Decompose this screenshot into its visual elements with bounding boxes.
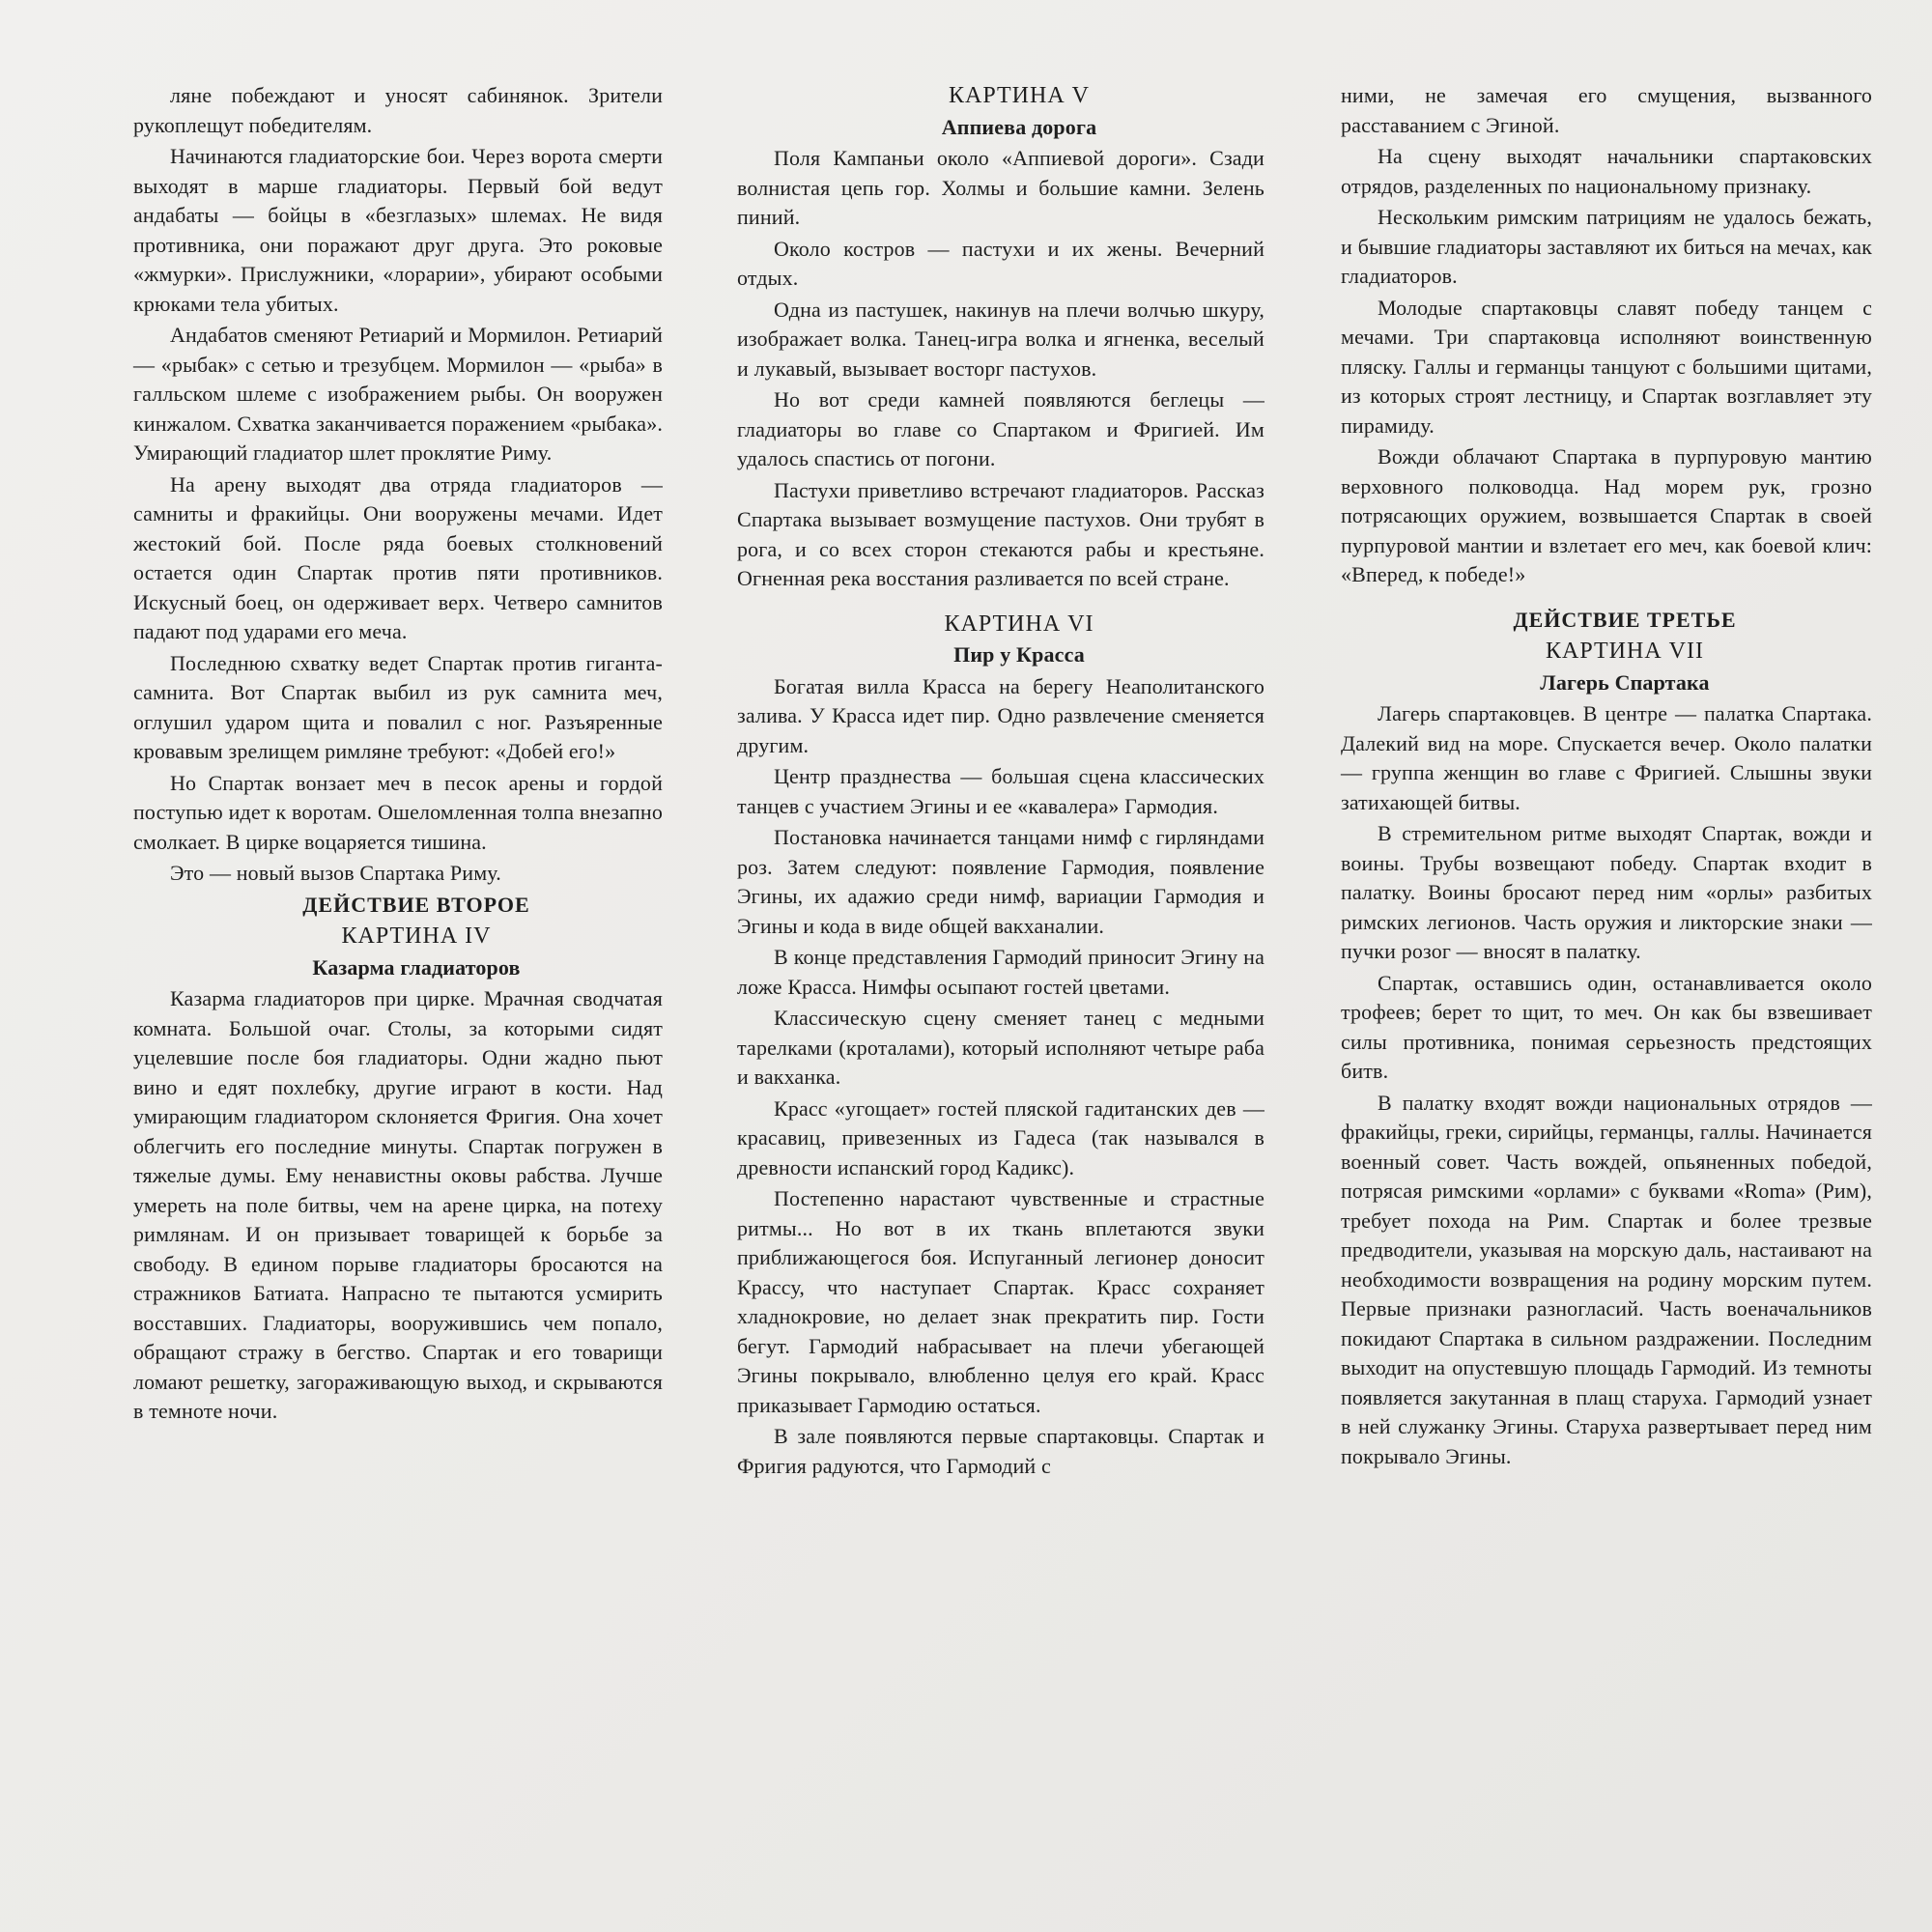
paragraph: Классическую сцену сменяет танец с медными тарелками (кроталами), который исполняют четыре раба и вакханка. bbox=[737, 1006, 1264, 1089]
paragraph: На арену выходят два отряда гладиаторов — самниты и фракийцы. Они вооружены мечами. Идет жестокий бой. После ряда боевых столкновений остается один Спартак против пяти противников. Искусный боец, он одерживает верх. Четверо самнитов падают под ударами его меча. bbox=[133, 471, 663, 643]
paragraph: Начинаются гладиаторские бои. Через ворота смерти выходят в марше гладиаторы. Первый бой ведут андабаты — бойцы в «безглазых» шлемах. Не видя противника, они поражают друг друга. Это роковые «жмурки». Прислужники, «лорарии», убирают особыми крюками тела убитых. bbox=[133, 144, 663, 316]
paragraph: Красс «угощает» гостей пляской гадитанских дев — красавиц, привезенных из Гадеса (так назывался в древности испанский город Кадикс). bbox=[737, 1095, 1264, 1179]
paragraph: Молодые спартаковцы славят победу танцем с мечами. Три спартаковца исполняют воинственную пляску. Галлы и германцы танцуют с большими щитами, из которых строят лестницу, и Спартак возглавляет эту пирамиду. bbox=[1341, 295, 1872, 438]
paragraph: Но вот среди камней появляются беглецы — гладиаторы во главе со Спартаком и Фригией. Им удалось спастись от погони. bbox=[737, 387, 1264, 470]
paragraph: В стремительном ритме выходят Спартак, вожди и воины. Трубы возвещают победу. Спартак входит в палатку. Воины бросают перед ним «орлы» разбитых римских легионов. Часть оружия и ликторские знаки — пучки розог — вносят в палатку. bbox=[1341, 821, 1872, 963]
paragraph: Спартак, оставшись один, останавливается около трофеев; берет то щит, то меч. Он как бы взвешивает силы противника, понимая серьезность предстоящих битв. bbox=[1341, 970, 1872, 1083]
spacer bbox=[1341, 592, 1872, 606]
paragraph: Поля Кампаньи около «Аппиевой дороги». Сзади волнистая цепь гор. Холмы и большие камни. Зелень пиний. bbox=[737, 146, 1264, 229]
paragraph: Постановка начинается танцами нимф с гирляндами роз. Затем следуют: появление Гармодия, появление Эгины, их адажио среди нимф, вариации Гармодия и Эгины и кода в виде общей вакханалии. bbox=[737, 825, 1264, 938]
text-column-3 bbox=[1341, 81, 1872, 1473]
paragraph: Богатая вилла Красса на берегу Неаполитанского залива. У Красса идет пир. Одно развлечение сменяется другим. bbox=[737, 673, 1264, 757]
act-heading: ДЕЙСТВИЕ ТРЕТЬЕ bbox=[1513, 607, 1737, 632]
paragraph: Это — новый вызов Спартака Риму. bbox=[170, 861, 501, 885]
paragraph: Лагерь спартаковцев. В центре — палатка Спартака. Далекий вид на море. Спускается вечер. Около палатки — группа женщин во главе с Фригией. Слышны звуки затихающей битвы. bbox=[1341, 701, 1872, 814]
scene-subtitle: Лагерь Спартака bbox=[1540, 669, 1710, 695]
paragraph: В зале появляются первые спартаковцы. Спартак и Фригия радуются, что Гармодий с bbox=[737, 1424, 1264, 1478]
paragraph: В конце представления Гармодий приносит Эгину на ложе Красса. Нимфы осыпают гостей цветами. bbox=[737, 945, 1264, 999]
paragraph: Казарма гладиаторов при цирке. Мрачная сводчатая комната. Большой очаг. Столы, за которыми сидят уцелевшие после боя гладиаторы. Одни жадно пьют вино и едят похлебку, другие играют в кости. Над умирающим гладиатором склоняется Фригия. Она хочет облегчить его последние минуты. Спартак погружен в тяжелые думы. Ему ненавистны оковы рабства. Лучше умереть на поле битвы, чем на арене цирка, на потеху римлянам. И он призывает товарищей к борьбе за свободу. В едином порыве гладиаторы бросаются на стражников Батиата. Напрасно те пытаются усмирить восставших. Гладиаторы, вооружившись чем попало, обращают стражу в бегство. Спартак и его товарищи ломают решетку, загораживающую выход, и скрываются в темноте ночи. bbox=[133, 986, 663, 1423]
scene-heading: КАРТИНА VI bbox=[944, 611, 1094, 637]
paragraph: Последнюю схватку ведет Спартак против гиганта-самнита. Вот Спартак выбил из рук самнита меч, оглушил ударом щита и повалил с ног. Разъяренные кровавым зрелищем римляне требуют: «Добей его!» bbox=[133, 650, 663, 763]
scene-heading: КАРТИНА IV bbox=[341, 923, 492, 949]
scene-subtitle: Аппиева дорога bbox=[941, 114, 1097, 139]
paragraph: Постепенно нарастают чувственные и страстные ритмы... Но вот в их ткань вплетаются звуки приближающегося боя. Испуганный легионер доносит Крассу, что наступает Спартак. Красс сохраняет хладнокровие, но делает знак прекратить пир. Гости бегут. Гармодий набрасывает на плечи убегающей Эгины покрывало, влюбленно целуя его край. Красс приказывает Гармодию остаться. bbox=[737, 1186, 1264, 1417]
paragraph: ляне побеждают и уносят сабинянок. Зрители рукоплещут победителям. bbox=[133, 83, 663, 137]
paragraph: Нескольким римским патрициям не удалось бежать, и бывшие гладиаторы заставляют их биться на мечах, как гладиаторов. bbox=[1341, 205, 1872, 288]
act-heading: ДЕЙСТВИЕ ВТОРОЕ bbox=[302, 892, 530, 917]
scene-subtitle: Казарма гладиаторов bbox=[312, 954, 521, 980]
paragraph: Одна из пастушек, накинув на плечи волчью шкуру, изображает волка. Танец-игра волка и ягненка, веселый и лукавый, вызывает восторг пастухов. bbox=[737, 297, 1264, 381]
scene-heading: КАРТИНА V bbox=[949, 83, 1090, 108]
paragraph: Пастухи приветливо встречают гладиаторов. Рассказ Спартака вызывает возмущение пастухов. Они трубят в рога, и со всех сторон стекаются рабы и крестьяне. Огненная река восстания разливается по всей стране. bbox=[737, 477, 1264, 590]
paragraph: Вожди облачают Спартака в пурпуровую мантию верховного полководца. Над морем рук, грозно потрясающих оружием, возвышается Спартак в своей пурпуровой мантии и взлетает его меч, как боевой клич: «Вперед, к победе!» bbox=[1341, 444, 1872, 586]
scene-heading: КАРТИНА VII bbox=[1546, 639, 1704, 664]
paragraph: Около костров — пастухи и их жены. Вечерний отдых. bbox=[737, 236, 1264, 290]
spacer bbox=[737, 596, 1264, 610]
text-column-1 bbox=[133, 81, 663, 1429]
text-column-2 bbox=[737, 81, 1264, 1483]
paragraph: На сцену выходят начальники спартаковских отрядов, разделенных по национальному признаку. bbox=[1341, 144, 1872, 198]
paragraph: Андабатов сменяют Ретиарий и Мормилон. Ретиарий — «рыбак» с сетью и трезубцем. Мормилон — «рыба» в галльском шлеме с изображением рыбы. Он вооружен кинжалом. Схватка заканчивается поражением «рыбака». Умирающий гладиатор шлет проклятие Риму. bbox=[133, 323, 663, 465]
paragraph: Центр празднества — большая сцена классических танцев с участием Эгины и ее «кавалера» Гармодия. bbox=[737, 764, 1264, 818]
paragraph: Но Спартак вонзает меч в песок арены и гордой поступью идет к воротам. Ошеломленная толпа внезапно смолкает. В цирке воцаряется тишина. bbox=[133, 770, 663, 854]
paragraph: ними, не замечая его смущения, вызванного расставанием с Эгиной. bbox=[1341, 83, 1872, 137]
paragraph: В палатку входят вожди национальных отрядов — фракийцы, греки, сирийцы, германцы, галлы. Начинается военный совет. Часть вождей, опьяненных победой, потрясая римскими «орлами» с буквами «Roma» (Рим), требует похода на Рим. Спартак и более трезвые предводители, указывая на морскую даль, настаивают на необходимости возвращения на родину морским путем. Первые признаки разногласий. Часть военачальников покидают Спартака в сильном раздражении. Последним выходит на опустевшую площадь Гармодий. Из темноты появляется закутанная в плащ старуха. Гармодий узнает в ней служанку Эгины. Старуха развертывает перед ним покрывало Эгины. bbox=[1341, 1090, 1872, 1468]
scene-subtitle: Пир у Красса bbox=[953, 642, 1085, 667]
